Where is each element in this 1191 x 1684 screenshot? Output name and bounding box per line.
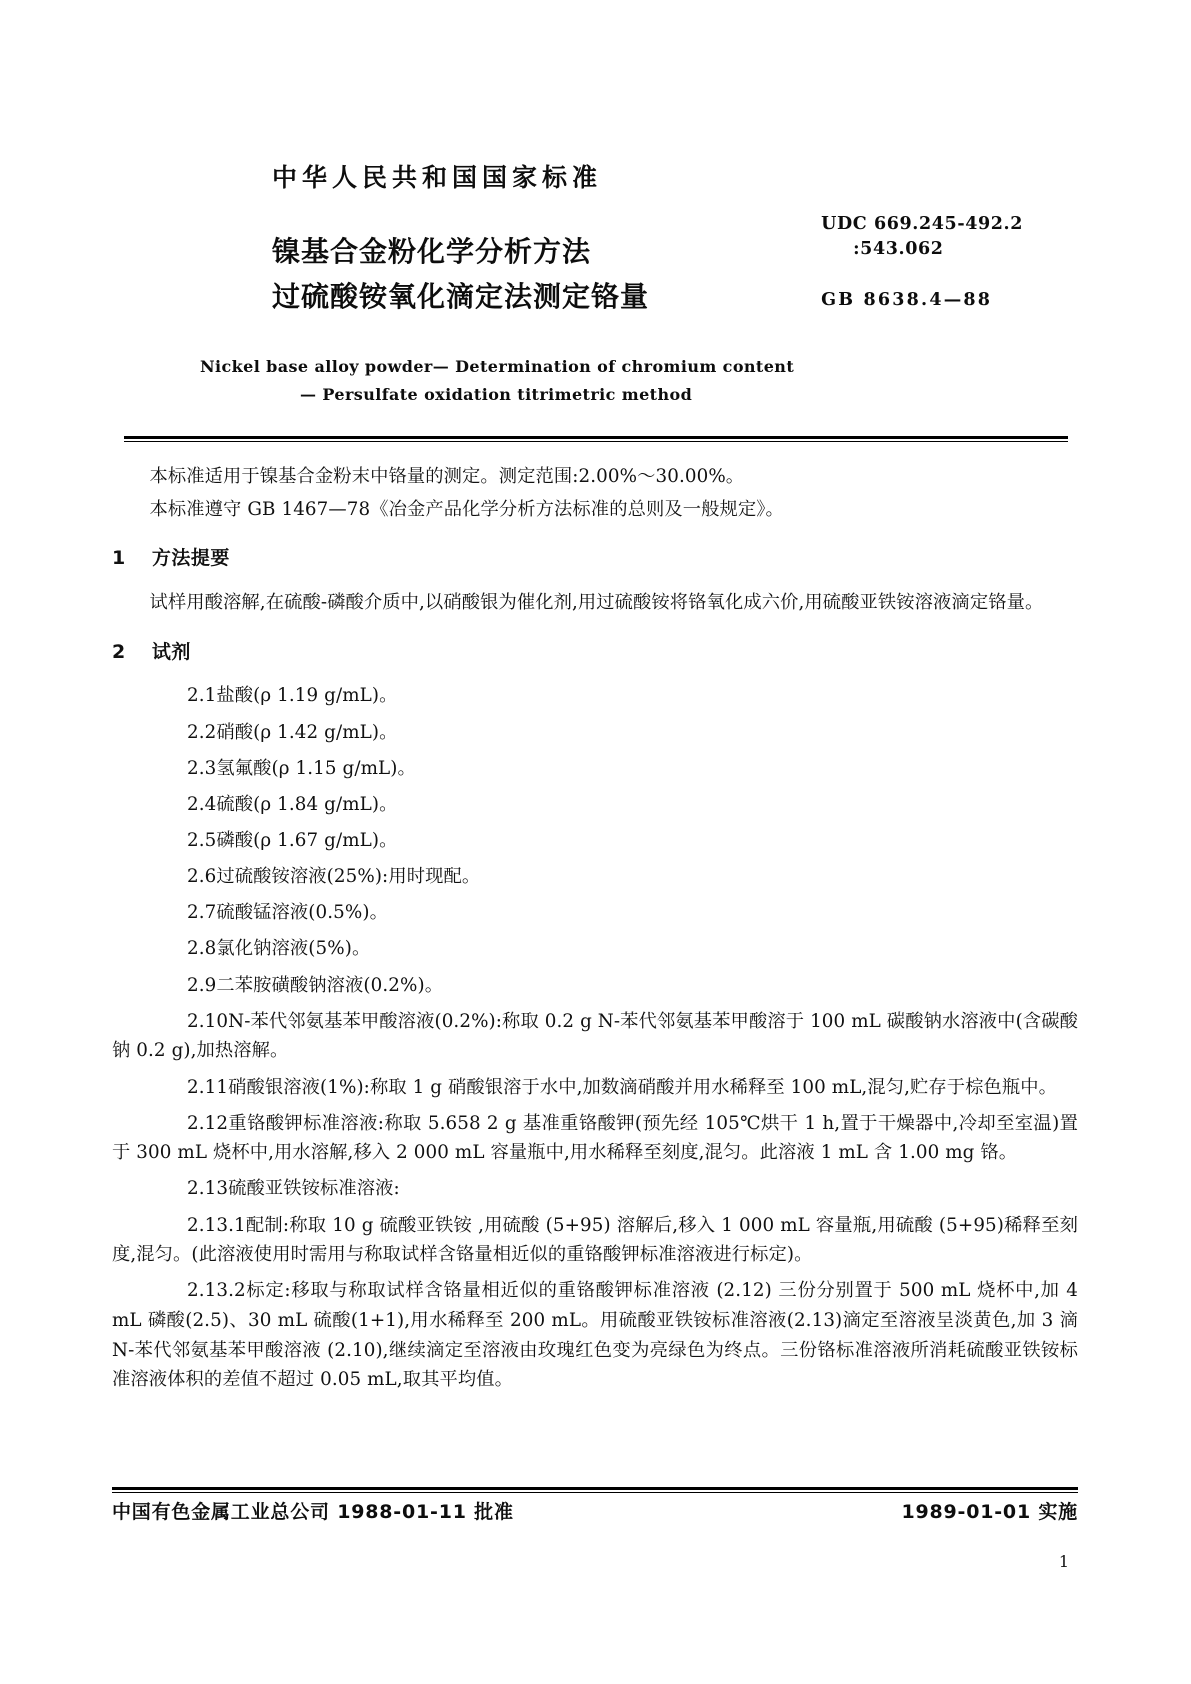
reagent-item — [112, 826, 1078, 856]
section-1-body: 试样用酸溶解,在硫酸‑磷酸介质中,以硝酸银为催化剂,用过硫酸铵将铬氧化成六价,用硫酸亚铁铵溶液滴定铬量。 — [149, 592, 1044, 614]
reagent-text: 磷酸(ρ 1.67 g/mL)。 — [216, 830, 398, 852]
masthead — [0, 0, 1191, 409]
reagent-item — [112, 971, 1078, 1001]
reagent-item — [112, 1211, 1078, 1270]
reagent-text: 硝酸(ρ 1.42 g/mL)。 — [216, 721, 398, 743]
section-1-title: 方法提要 — [151, 547, 230, 570]
reagent-item — [112, 754, 1078, 784]
effective-date-text: 1989-01-01 实施 — [901, 1501, 1078, 1523]
reagent-text: N‑苯代邻氨基苯甲酸溶液(0.2%):称取 0.2 g N‑苯代邻氨基苯甲酸溶于 100 mL 碳酸钠水溶液中(含碳酸钠 0.2 g),加热溶解。 — [112, 1010, 1078, 1062]
section-2-title: 试剂 — [151, 640, 191, 663]
reagent-text: 盐酸(ρ 1.19 g/mL)。 — [216, 685, 398, 707]
udc-code-line-2: :543.062 — [853, 238, 944, 259]
reagent-text: 重铬酸钾标准溶液:称取 5.658 2 g 基准重铬酸钾(预先经 105℃烘干 1 h,置于干燥器中,冷却至室温)置于 300 mL 烧杯中,用水溶解,移入 2 000 mL 容量瓶中,用水稀释至刻度,混匀。此溶液 1 mL 含 1.00 mg 铬。 — [112, 1112, 1078, 1164]
reagent-text: 硫酸(ρ 1.84 g/mL)。 — [216, 793, 398, 815]
reagent-number: 2.8 — [187, 938, 217, 960]
reagent-text: 氢氟酸(ρ 1.15 g/mL)。 — [216, 757, 416, 779]
gb-standard-number: GB 8638.4—88 — [821, 289, 993, 310]
english-title-line-1: Nickel base alloy powder— Determination of chromium content — [200, 356, 795, 376]
reagent-text: 过硫酸铵溶液(25%):用时现配。 — [216, 866, 481, 888]
reagent-item — [112, 934, 1078, 964]
chinese-title-line-2: 过硫酸铵氧化滴定法测定铬量 — [272, 280, 650, 314]
reagent-number: 2.7 — [187, 902, 217, 924]
reagent-text: 硫酸锰溶液(0.5%)。 — [216, 902, 388, 924]
reagent-text: 氯化钠溶液(5%)。 — [216, 938, 371, 960]
reagent-item — [112, 898, 1078, 928]
reagent-text: 配制:称取 10 g 硫酸亚铁铵 ,用硫酸 (5+95) 溶解后,移入 1 000 mL 容量瓶,用硫酸 (5+95)稀释至刻度,混匀。(此溶液使用时需用与称取试样含铬量相近似的重铬酸钾标准溶液进行标定)。 — [112, 1214, 1078, 1266]
document-body — [112, 462, 1078, 1401]
reagent-number: 2.5 — [187, 830, 217, 852]
reagent-number: 2.3 — [187, 757, 217, 779]
udc-code-line-1: UDC 669.245-492.2 — [821, 214, 1023, 234]
footer-divider-rule — [112, 1487, 1078, 1493]
reagent-number: 2.4 — [187, 793, 217, 815]
reagent-item — [112, 681, 1078, 711]
reagent-text: 硝酸银溶液(1%):称取 1 g 硝酸银溶于水中,加数滴硝酸并用水稀释至 100 mL,混匀,贮存于棕色瓶中。 — [228, 1076, 1058, 1098]
reagent-number: 2.13.2 — [187, 1280, 246, 1302]
scope-line-2: 本标准遵守 GB 1467—78《冶金产品化学分析方法标准的总则及一般规定》。 — [149, 498, 784, 520]
section-2-heading — [112, 637, 1078, 668]
reagent-number: 2.13.1 — [187, 1214, 246, 1236]
reagent-text: 硫酸亚铁铵标准溶液: — [228, 1178, 400, 1200]
reagent-number: 2.2 — [187, 721, 217, 743]
reagent-number: 2.11 — [187, 1076, 229, 1098]
reagent-text: 标定:移取与称取试样含铬量相近似的重铬酸钾标准溶液 (2.12) 三份分别置于 500 mL 烧杯中,加 4 mL 磷酸(2.5)、30 mL 硫酸(1+1),用水稀释至 200 mL。用硫酸亚铁铵标准溶液(2.13)滴定至溶液呈淡黄色,加 3 滴 N‑苯代邻氨基苯甲酸溶液 (2.10),继续滴定至溶液由玫瑰红色变为亮绿色为终点。三份铬标准溶液所消耗硫酸亚铁铵标准溶液体积的差值不超过 0.05 mL,取其平均值。 — [112, 1280, 1078, 1391]
reagent-number: 2.12 — [187, 1112, 229, 1134]
reagent-item — [112, 1109, 1078, 1168]
reagent-item — [112, 1007, 1078, 1066]
reagent-number: 2.9 — [187, 974, 217, 996]
header-divider-rule — [124, 436, 1068, 442]
approval-authority-text: 中国有色金属工业总公司 1988-01-11 批准 — [112, 1501, 514, 1523]
reagent-item — [112, 1073, 1078, 1103]
scope-line-1: 本标准适用于镍基合金粉末中铬量的测定。测定范围:2.00%～30.00%。 — [149, 466, 745, 487]
chinese-title-line-1: 镍基合金粉化学分析方法 — [272, 235, 592, 268]
section-1-heading — [112, 543, 1078, 574]
national-standard-header: 中华人民共和国国家标准 — [272, 163, 603, 192]
reagent-text: 二苯胺磺酸钠溶液(0.2%)。 — [216, 974, 444, 996]
english-title — [0, 353, 1191, 409]
english-title-line-2: — Persulfate oxidation titrimetric method — [300, 384, 693, 404]
reagent-number: 2.6 — [187, 866, 217, 888]
section-2-number: 2 — [112, 640, 126, 663]
reagent-item — [112, 1276, 1078, 1395]
standard-codes-block — [821, 212, 1023, 313]
reagent-item — [112, 718, 1078, 748]
reagent-number: 2.1 — [187, 685, 217, 707]
page-number: 1 — [1058, 1552, 1069, 1571]
reagent-number: 2.13 — [187, 1178, 229, 1200]
reagent-number: 2.10 — [187, 1010, 229, 1032]
reagent-item — [112, 1174, 1078, 1204]
reagent-item — [112, 862, 1078, 892]
reagent-item — [112, 790, 1078, 820]
section-1-number: 1 — [112, 547, 126, 570]
document-footer — [112, 1497, 1078, 1524]
